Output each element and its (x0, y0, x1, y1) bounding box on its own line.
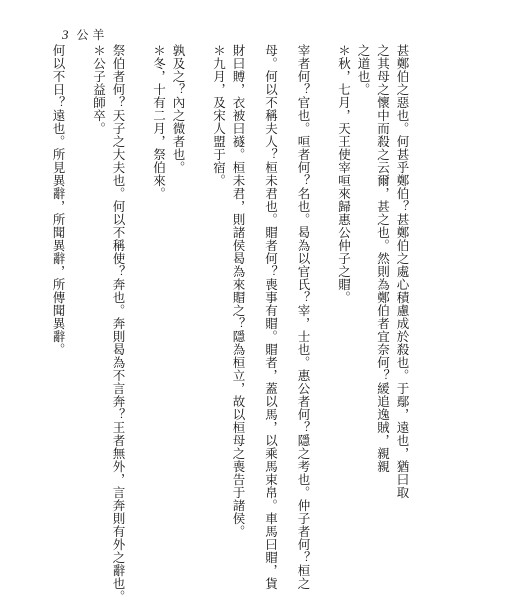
text-body (51, 44, 412, 603)
entry-line: ＊九月，及宋人盟于宿。 (211, 44, 227, 187)
text-line: 之道也。 (356, 44, 371, 96)
text-line: 孰及之？內之微者也。 (171, 44, 186, 174)
page-header (62, 26, 104, 43)
text-line: 財曰賻，衣被曰襚。桓未君，則諸侯曷為來賵之？隱為桓立，故以桓母之喪告于諸侯。 (231, 44, 246, 538)
page-number: 3 (62, 27, 69, 42)
text-line: 母。何以不稱夫人？桓未君也。賵者何？喪事有賵。賵者，蓋以馬，以乘馬束帛。車馬曰賵，貨 (263, 44, 279, 590)
book-title: 公 羊 (76, 28, 105, 42)
text-line: 之其母之懷中而殺之云爾，甚之也。然則為鄭伯者宜奈何？緩追逸賊，親親 (375, 44, 391, 473)
text-line: 何以不日？遠也。所見異辭，所聞異辭，所傳聞異辭。 (51, 44, 66, 356)
text-line: 甚鄭伯之惡也。何甚乎鄭伯？甚鄭伯之處心積慮成於殺也。于鄢，遠也，猶曰取 (395, 44, 410, 499)
entry-line: ＊秋，七月，天王使宰咺來歸惠公仲子之賵。 (336, 44, 352, 304)
text-line: 宰者何？官也。咺者何？名也。曷為以官氏？宰，士也。惠公者何？隱之考也。仲子者何？桓之 (296, 44, 311, 590)
entry-line: ＊冬，十有二月，祭伯來。 (151, 44, 167, 200)
text-line: 祭伯者何？天子之大夫也。何以不稱使？奔也。奔則曷為不言奔？王者無外，言奔則有外之辭也。 (111, 44, 126, 603)
entry-line: ＊公子益師卒。 (91, 44, 107, 135)
